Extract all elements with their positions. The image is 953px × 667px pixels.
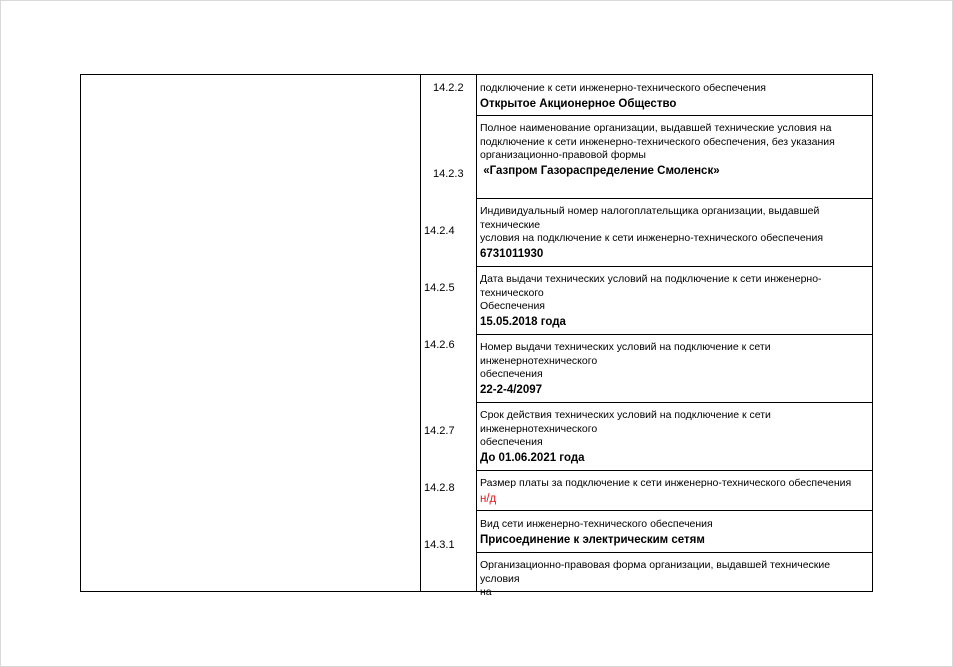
row-value: 6731011930 xyxy=(480,247,544,260)
section-number: 14.2.7 xyxy=(424,425,455,437)
row-label: Срок действия технических условий на подключение к сети xyxy=(480,409,771,421)
table-row xyxy=(480,205,870,262)
row-label: подключение к сети инженерно-технического обеспечения xyxy=(480,82,766,94)
table-row xyxy=(480,409,870,466)
row-separator xyxy=(476,552,873,553)
row-separator xyxy=(476,510,873,511)
row-label: обеспечения xyxy=(480,368,543,381)
section-number: 14.2.4 xyxy=(424,225,455,237)
section-number: 14.2.6 xyxy=(424,339,455,351)
section-number: 14.2.8 xyxy=(424,482,455,494)
row-label: условия на подключение к сети инженерно-технического обеспечения xyxy=(480,232,824,245)
table-row xyxy=(480,341,870,398)
table-row xyxy=(480,122,870,179)
row-separator xyxy=(476,334,873,335)
row-value: До 01.06.2021 года xyxy=(480,451,585,464)
row-value: 22-2-4/2097 xyxy=(480,383,543,396)
table-row xyxy=(480,82,870,112)
table-row xyxy=(480,273,870,330)
section-number: 14.2.5 xyxy=(424,282,455,294)
row-label: Вид сети инженерно-технического обеспечения xyxy=(480,518,713,530)
row-value: н/д xyxy=(480,492,497,505)
row-label: Дата выдачи технических условий на подключение к сети инженерно- xyxy=(480,273,822,285)
table-row xyxy=(480,518,870,548)
row-separator xyxy=(476,115,873,116)
column-divider-left xyxy=(420,74,421,592)
row-label: инженернотехнического xyxy=(480,354,598,367)
row-label: Полное наименование организации, выдавшей технические условия на xyxy=(480,122,832,134)
row-value: Открытое Акционерное Общество xyxy=(480,97,677,110)
row-separator xyxy=(476,266,873,267)
row-label: обеспечения xyxy=(480,436,543,449)
row-label: технического xyxy=(480,286,544,299)
row-label: Организационно-правовая форма организации, выдавшей технические условия xyxy=(480,559,831,585)
section-number: 14.2.3 xyxy=(433,168,464,180)
row-separator xyxy=(476,198,873,199)
table-row xyxy=(480,559,870,600)
table-row xyxy=(480,477,870,507)
row-label: технические xyxy=(480,218,541,231)
row-separator xyxy=(476,402,873,403)
row-label: организационно-правовой формы xyxy=(480,149,646,162)
row-label: на xyxy=(480,586,492,599)
row-label: Индивидуальный номер налогоплательщика организации, выдавшей xyxy=(480,205,820,217)
row-separator xyxy=(476,470,873,471)
column-divider-right xyxy=(476,74,477,592)
row-label: Номер выдачи технических условий на подключение к сети xyxy=(480,341,771,353)
section-number: 14.3.1 xyxy=(424,539,455,551)
row-value: Присоединение к электрическим сетям xyxy=(480,533,705,546)
section-number: 14.2.2 xyxy=(433,82,464,94)
row-label: инженернотехнического xyxy=(480,422,598,435)
row-label: подключение к сети инженерно-технического обеспечения, без указания xyxy=(480,135,835,148)
row-label: Размер платы за подключение к сети инженерно-технического обеспечения xyxy=(480,477,852,489)
row-value: 15.05.2018 года xyxy=(480,315,566,328)
row-value: «Газпром Газораспределение Смоленск» xyxy=(480,164,720,177)
row-label: Обеспечения xyxy=(480,300,545,313)
